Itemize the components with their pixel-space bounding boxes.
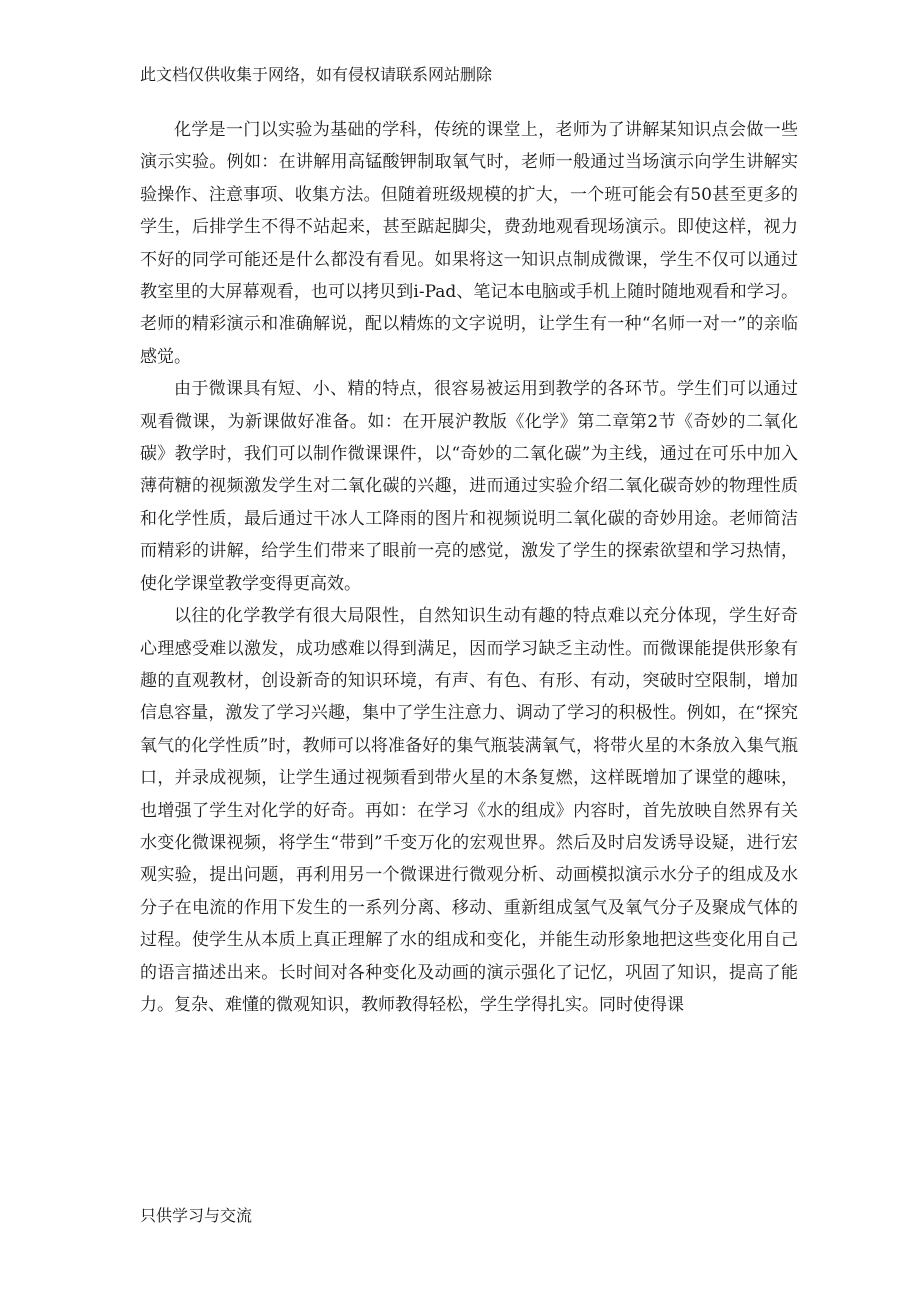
paragraph-3: 以往的化学教学有很大局限性，自然知识生动有趣的特点难以充分体现，学生好奇心理感受难以激发，成功感难以得到满足，因而学习缺乏主动性。而微课能提供形象有趣的直观教材，创设新奇的知识环境，有声、有色、有形、有动，突破时空限制，增加信息容量，激发了学习兴趣，集中了学生注意力、调动了学习的积极性。例如，在“探究氧气的化学性质”时，教师可以将准备好的集气瓶装满氧气，将带火星的木条放入集气瓶口，并录成视频，让学生通过视频看到带火星的木条复燃，这样既增加了课堂的趣味，也增强了学生对化学的好奇。再如：在学习《水的组成》内容时，首先放映自然界有关水变化微课视频，将学生“带到”千变万化的宏观世界。然后及时启发诱导设疑，进行宏观实验，提出问题，再利用另一个微课进行微观分析、动画模拟演示水分子的组成及水分子在电流的作用下发生的一系列分离、移动、重新组成氢气及氧气分子及聚成气体的过程。使学生从本质上真正理解了水的组成和变化，并能生动形象地把这些变化用自己的语言描述出来。长时间对各种变化及动画的演示强化了记忆，巩固了知识，提高了能力。复杂、难懂的微观知识，教师教得轻松，学生学得扎实。同时使得课 (140, 606, 798, 1015)
document-body (140, 114, 798, 1021)
page-header: 此文档仅供收集于网络，如有侵权请联系网站删除 (140, 65, 493, 84)
paragraph-2: 由于微课具有短、小、精的特点，很容易被运用到教学的各环节。学生们可以通过观看微课，为新课做好准备。如：在开展沪教版《化学》第二章第2节《奇妙的二氧化碳》教学时，我们可以制作微课课件，以“奇妙的二氧化碳”为主线，通过在可乐中加入薄荷糖的视频激发学生对二氧化碳的兴趣，进而通过实验介绍二氧化碳奇妙的物理性质和化学性质，最后通过干冰人工降雨的图片和视频说明二氧化碳的奇妙用途。老师简洁而精彩的讲解，给学生们带来了眼前一亮的感觉，激发了学生的探索欲望和学习热情，使化学课堂教学变得更高效。 (140, 379, 798, 594)
paragraph-1: 化学是一门以实验为基础的学科，传统的课堂上，老师为了讲解某知识点会做一些演示实验。例如：在讲解用高锰酸钾制取氧气时，老师一般通过当场演示向学生讲解实验操作、注意事项、收集方法。但随着班级规模的扩大，一个班可能会有50甚至更多的学生，后排学生不得不站起来，甚至踮起脚尖，费劲地观看现场演示。即使这样，视力不好的同学可能还是什么都没有看见。如果将这一知识点制成微课，学生不仅可以通过教室里的大屏幕观看，也可以拷贝到i-Pad、笔记本电脑或手机上随时随地观看和学习。老师的精彩演示和准确解说，配以精炼的文字说明，让学生有一种“名师一对一”的亲临感觉。 (140, 120, 798, 367)
page-footer: 只供学习与交流 (140, 1206, 253, 1225)
